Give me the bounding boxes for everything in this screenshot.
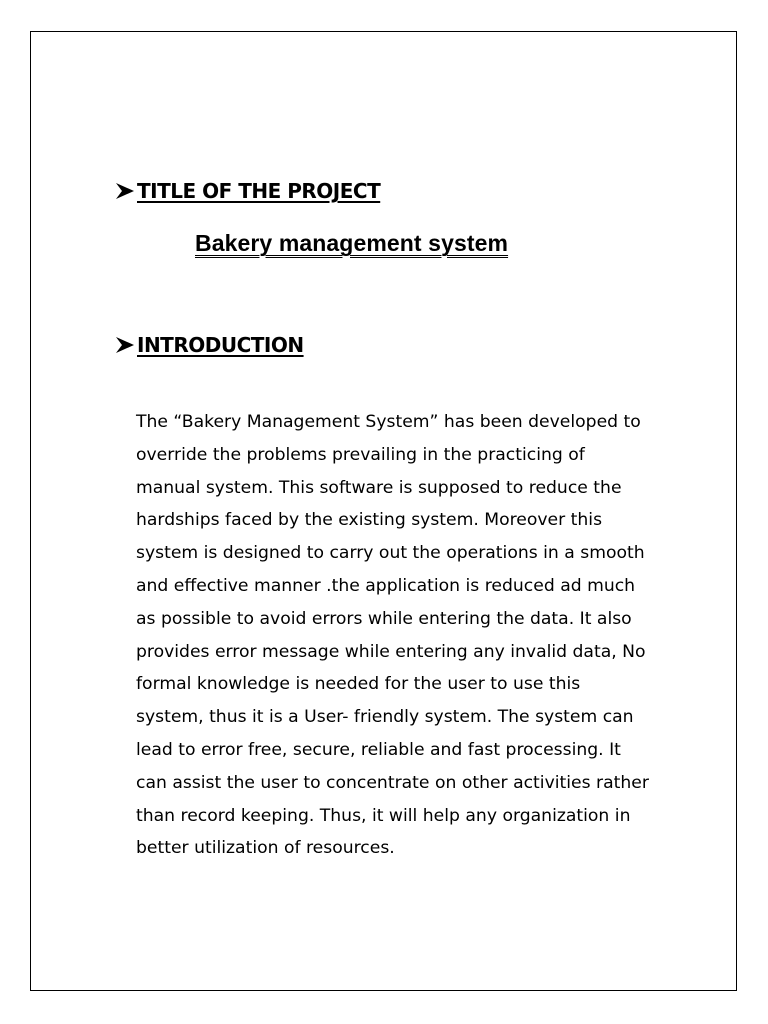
arrowhead-bullet-icon <box>115 182 137 200</box>
paragraph-line: can assist the user to concentrate on other activities rather <box>136 772 649 793</box>
paragraph-line: provides error message while entering any invalid data, No <box>136 641 646 662</box>
section-heading-label: TITLE OF THE PROJECT <box>137 179 381 203</box>
introduction-paragraph <box>136 406 696 865</box>
paragraph-line: and effective manner .the application is reduced ad much <box>136 575 636 596</box>
paragraph-line: lead to error free, secure, reliable and fast processing. It <box>136 739 621 760</box>
section-heading-title <box>115 178 380 204</box>
paragraph-line: better utilization of resources. <box>136 838 395 859</box>
paragraph-line: hardships faced by the existing system. Moreover this <box>136 510 603 531</box>
paragraph-line: manual system. This software is supposed to reduce the <box>136 477 622 498</box>
project-name: Bakery management system <box>195 230 509 256</box>
paragraph-line: system is designed to carry out the operations in a smooth <box>136 543 645 564</box>
paragraph-line: formal knowledge is needed for the user to use this <box>136 674 581 695</box>
paragraph-line: as possible to avoid errors while entering the data. It also <box>136 608 632 629</box>
arrowhead-bullet-icon <box>115 336 137 354</box>
paragraph-line: system, thus it is a User- friendly system. The system can <box>136 707 634 728</box>
section-heading-introduction <box>115 332 304 358</box>
section-heading-label: INTRODUCTION <box>137 333 304 357</box>
paragraph-line: than record keeping. Thus, it will help any organization in <box>136 805 631 826</box>
paragraph-line: override the problems prevailing in the practicing of <box>136 444 585 465</box>
paragraph-line: The “Bakery Management System” has been developed to <box>136 412 641 432</box>
